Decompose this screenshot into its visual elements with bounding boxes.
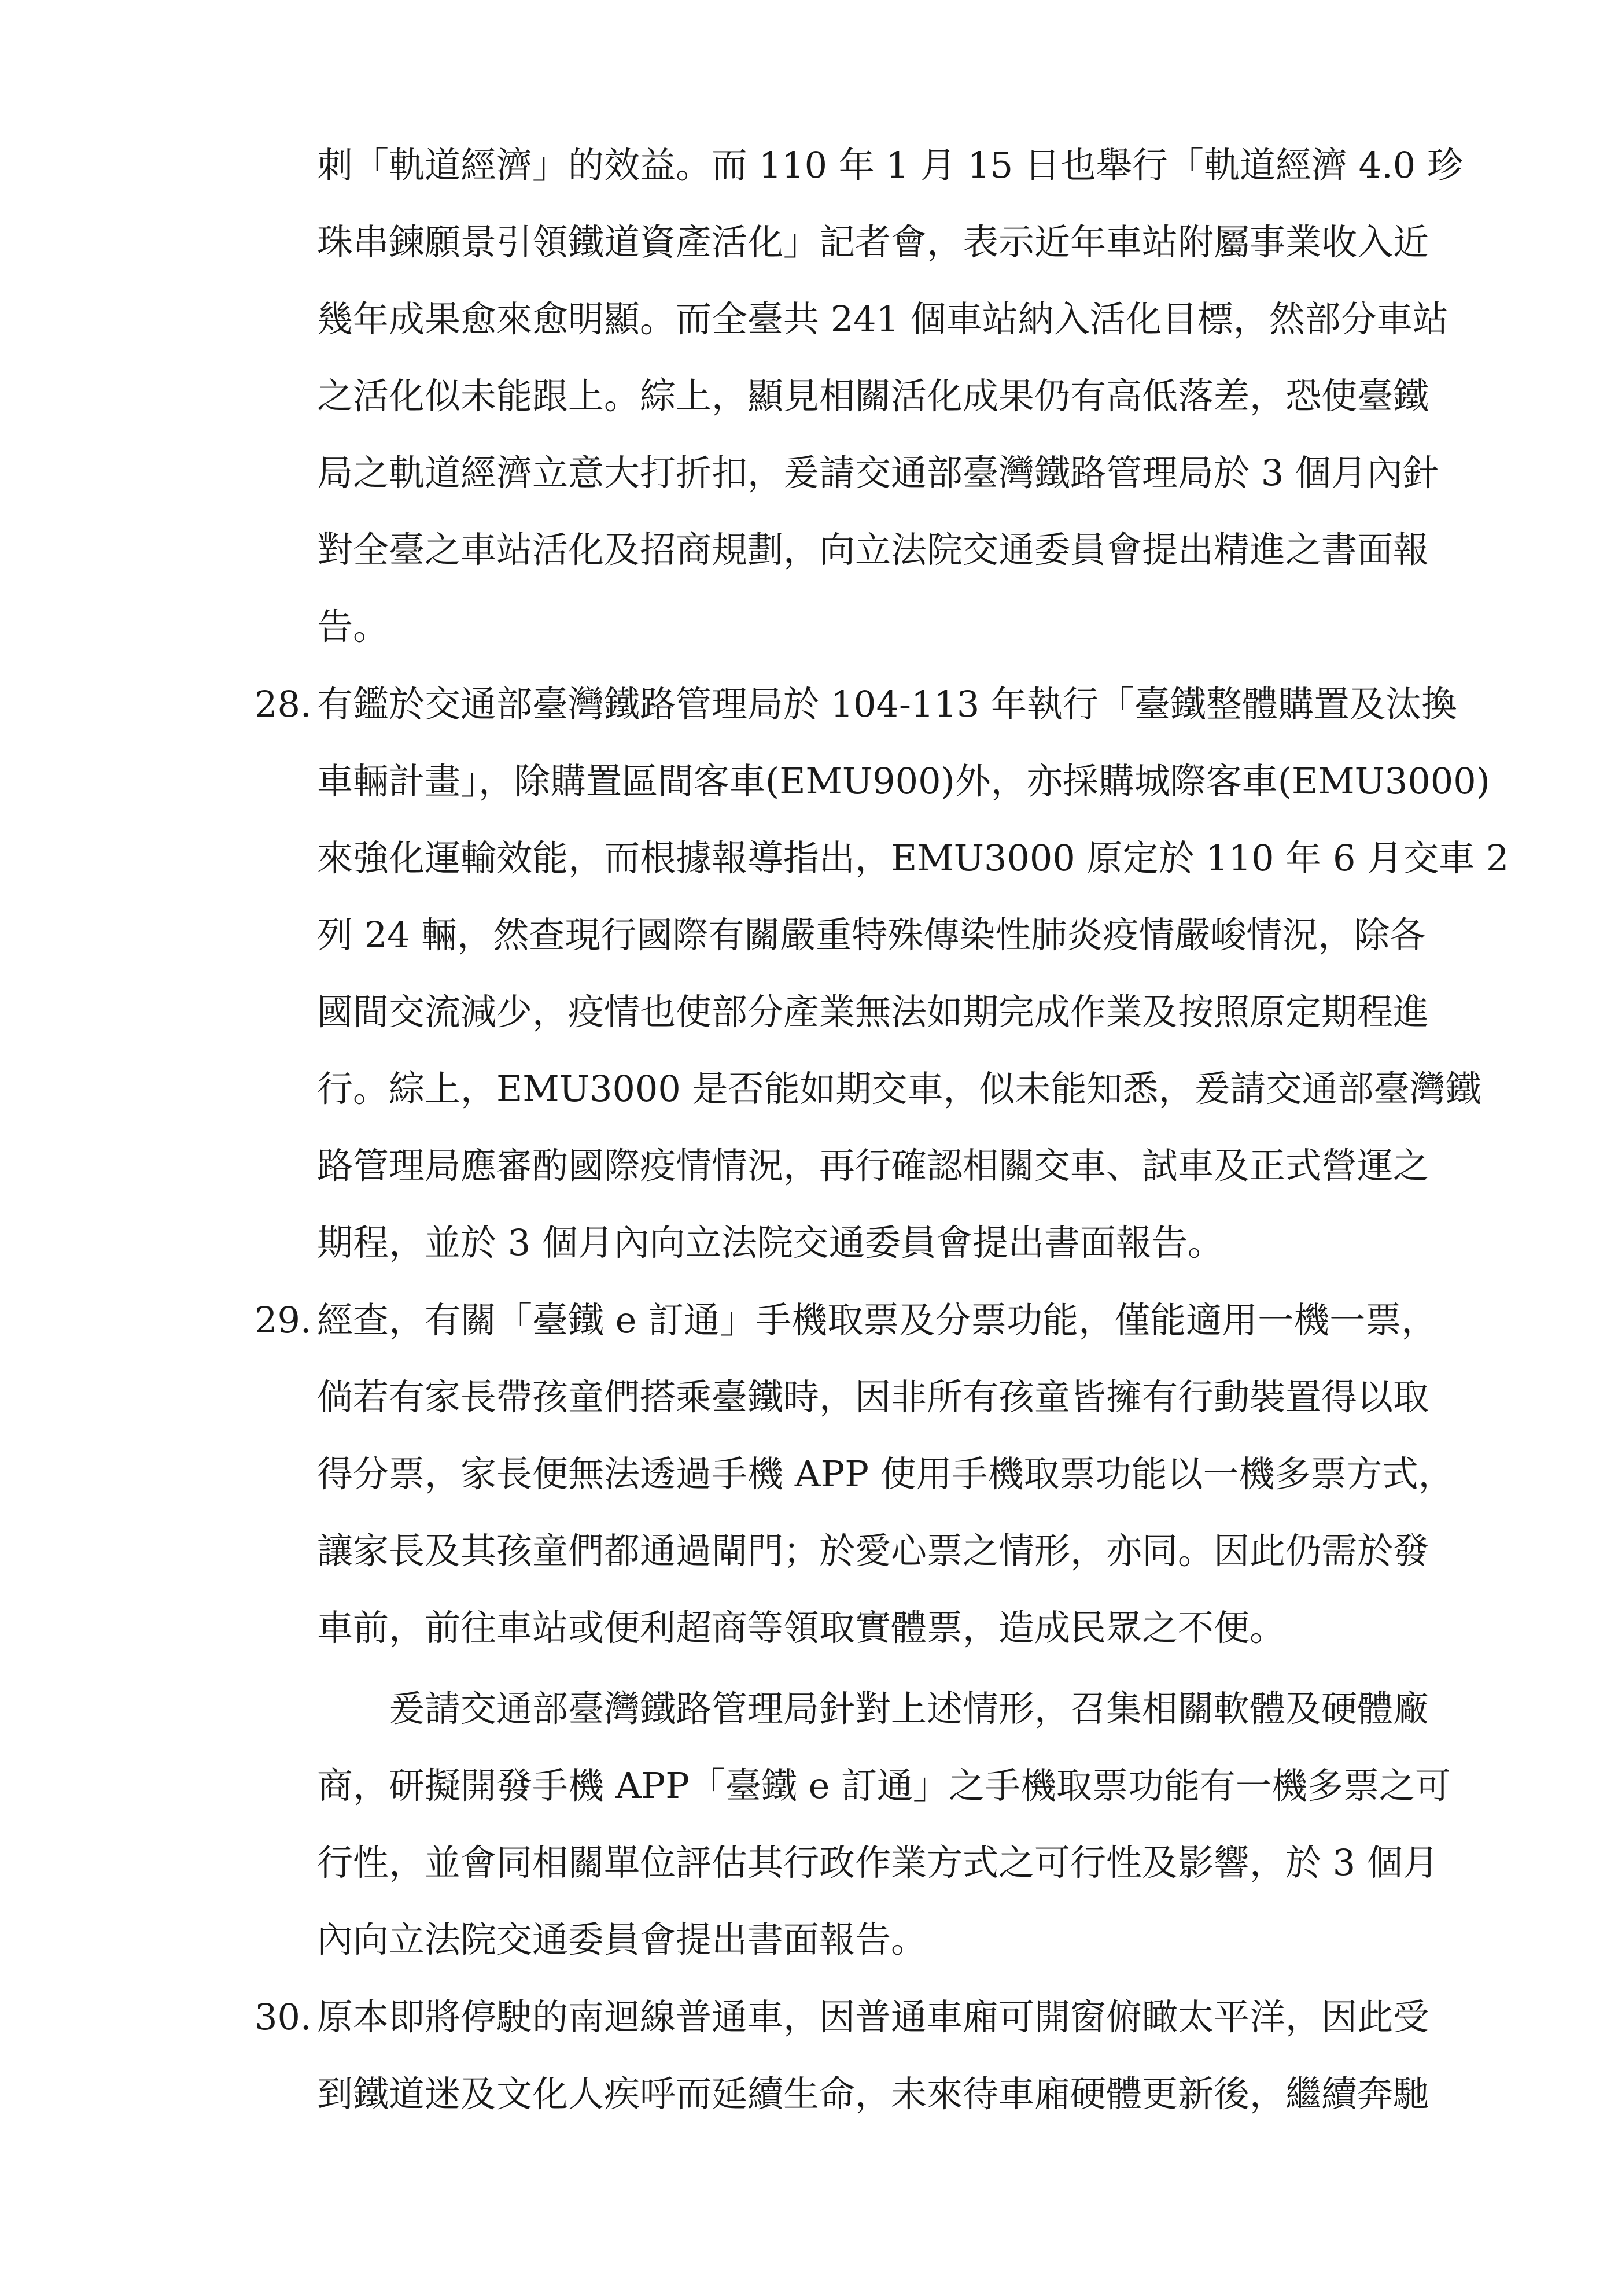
text-line: 刺「軌道經濟」的效益。而 110 年 1 月 15 日也舉行「軌道經濟 4.0 珍 xyxy=(317,144,1463,186)
text-line: 讓家長及其孩童們都通過閘門；於愛心票之情形，亦同。因此仍需於發 xyxy=(317,1530,1429,1572)
text-line: 路管理局應審酌國際疫情情況，再行確認相關交車、試車及正式營運之 xyxy=(317,1145,1429,1187)
text-line: 行。綜上，EMU3000 是否能如期交車，似未能知悉，爰請交通部臺灣鐵 xyxy=(317,1068,1481,1110)
text-line: 列 24 輛，然查現行國際有關嚴重特殊傳染性肺炎疫情嚴峻情況，除各 xyxy=(317,914,1426,956)
text-line: 到鐵道迷及文化人疾呼而延續生命，未來待車廂硬體更新後，繼續奔馳 xyxy=(317,2073,1429,2115)
text-line: 商，研擬開發手機 APP「臺鐵 e 訂通」之手機取票功能有一機多票之可 xyxy=(317,1765,1451,1807)
text-line: 來強化運輸效能，而根據報導指出，EMU3000 原定於 110 年 6 月交車 2 xyxy=(317,837,1509,879)
text-line: 得分票，家長便無法透過手機 APP 使用手機取票功能以一機多票方式， xyxy=(317,1453,1454,1495)
text-line: 原本即將停駛的南迴線普通車，因普通車廂可開窗俯瞰太平洋，因此受 xyxy=(317,1996,1429,2038)
text-line: 內向立法院交通委員會提出書面報告。 xyxy=(317,1918,927,1961)
text-line: 對全臺之車站活化及招商規劃，向立法院交通委員會提出精進之書面報 xyxy=(317,529,1429,571)
text-line: 幾年成果愈來愈明顯。而全臺共 241 個車站納入活化目標，然部分車站 xyxy=(317,298,1449,340)
text-line: 爰請交通部臺灣鐵路管理局針對上述情形，召集相關軟體及硬體廠 xyxy=(389,1688,1429,1730)
text-line: 行性，並會同相關單位評估其行政作業方式之可行性及影響，於 3 個月 xyxy=(317,1841,1439,1884)
text-line: 之活化似未能跟上。綜上，顯見相關活化成果仍有高低落差，恐使臺鐵 xyxy=(317,375,1429,417)
text-line: 車輛計畫」，除購置區間客車(EMU900)外，亦採購城際客車(EMU3000) xyxy=(317,760,1490,802)
text-line: 國間交流減少，疫情也使部分產業無法如期完成作業及按照原定期程進 xyxy=(317,991,1429,1033)
item-number: 30. xyxy=(255,1996,312,2038)
text-line: 車前，前往車站或便利超商等領取實體票，造成民眾之不便。 xyxy=(317,1607,1286,1649)
text-line: 有鑑於交通部臺灣鐵路管理局於 104-113 年執行「臺鐵整體購置及汰換 xyxy=(317,683,1458,725)
text-line: 局之軌道經濟立意大打折扣，爰請交通部臺灣鐵路管理局於 3 個月內針 xyxy=(317,452,1439,494)
item-number: 29. xyxy=(255,1299,312,1341)
text-line: 倘若有家長帶孩童們搭乘臺鐵時，因非所有孩童皆擁有行動裝置得以取 xyxy=(317,1376,1429,1418)
item-number: 28. xyxy=(255,683,312,725)
text-line: 期程，並於 3 個月內向立法院交通委員會提出書面報告。 xyxy=(317,1221,1223,1264)
text-line: 經查，有關「臺鐵 e 訂通」手機取票及分票功能，僅能適用一機一票， xyxy=(317,1299,1438,1341)
text-line: 珠串鍊願景引領鐵道資產活化」記者會，表示近年車站附屬事業收入近 xyxy=(317,221,1429,263)
text-line: 告。 xyxy=(317,606,389,648)
